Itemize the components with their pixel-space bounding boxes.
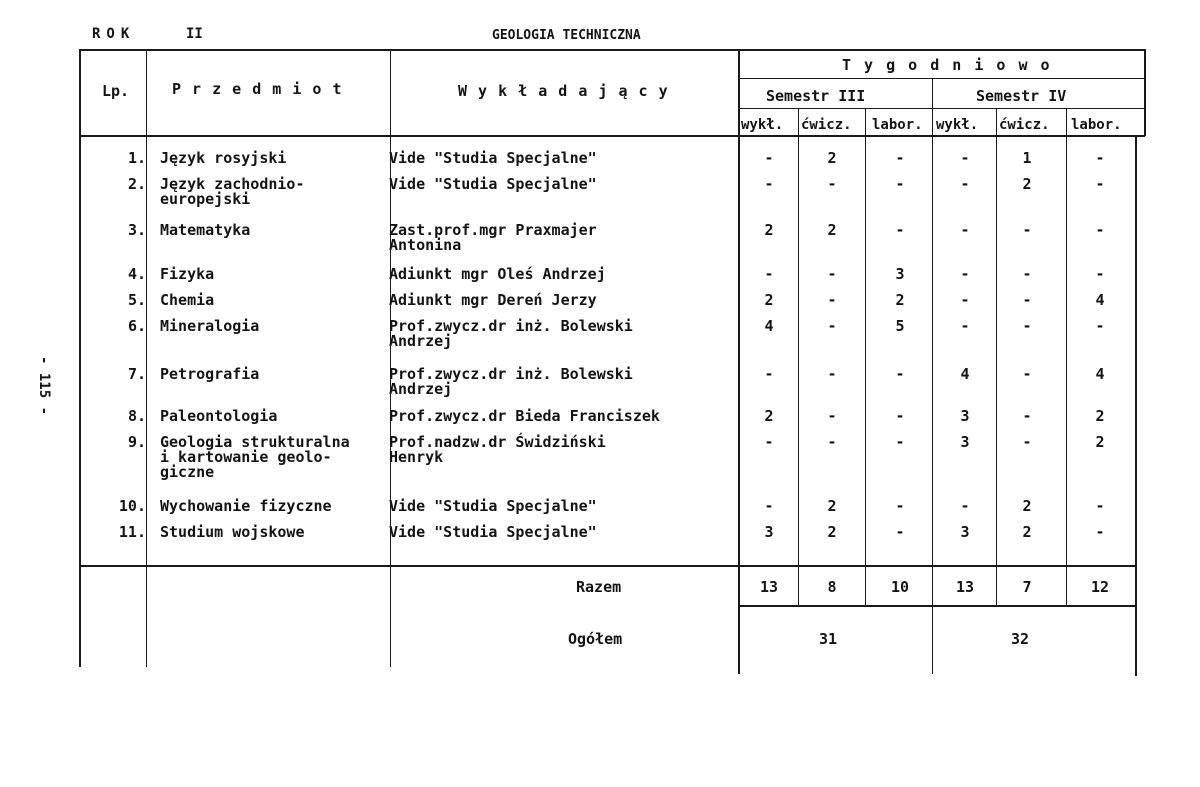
header-semester-3: Semestr III xyxy=(766,87,866,105)
hours-s4-labor: 2 xyxy=(1095,407,1105,425)
razem-s3-wykl: 13 xyxy=(759,578,779,596)
hours-s3-wykl: - xyxy=(764,433,774,451)
hours-s3-labor: - xyxy=(895,433,905,451)
hours-s4-wykl: - xyxy=(960,291,970,309)
hours-s3-labor: - xyxy=(895,497,905,515)
header-subject: P r z e d m i o t xyxy=(172,80,343,98)
hours-s3-wykl: - xyxy=(764,175,774,193)
header-lecturer: W y k ł a d a j ą c y xyxy=(458,82,669,100)
hours-s4-cwicz: - xyxy=(1022,317,1032,335)
row-number: 10. xyxy=(118,497,146,515)
hours-s4-labor: - xyxy=(1095,175,1105,193)
hours-s4-labor: - xyxy=(1095,317,1105,335)
hours-s3-wykl: 3 xyxy=(764,523,774,541)
page-title: GEOLOGIA TECHNICZNA xyxy=(492,28,641,43)
razem-s4-labor: 12 xyxy=(1090,578,1110,596)
hours-s3-labor: - xyxy=(895,149,905,167)
hours-s4-wykl: - xyxy=(960,497,970,515)
row-number: 2. xyxy=(127,175,146,193)
hours-s4-wykl: 3 xyxy=(960,433,970,451)
lecturer-name: Vide "Studia Specjalne" xyxy=(389,175,597,193)
header-semester-4: Semestr IV xyxy=(976,87,1067,105)
header-s3-wykl: wykł. xyxy=(741,117,784,133)
row-number: 8. xyxy=(127,407,146,425)
subject-name: Studium wojskowe xyxy=(160,523,305,541)
hours-s3-cwicz: 2 xyxy=(827,149,837,167)
hours-s4-labor: 4 xyxy=(1095,291,1105,309)
hours-s4-cwicz: - xyxy=(1022,265,1032,283)
hours-s3-labor: 2 xyxy=(895,291,905,309)
header-s4-labor: labor. xyxy=(1071,117,1122,133)
hours-s4-wykl: - xyxy=(960,265,970,283)
hours-s3-cwicz: - xyxy=(827,291,837,309)
hours-s3-labor: 3 xyxy=(895,265,905,283)
hours-s4-cwicz: - xyxy=(1022,365,1032,383)
lecturer-name: Prof.zwycz.dr inż. Bolewski xyxy=(389,317,633,335)
razem-s3-cwicz: 8 xyxy=(827,578,837,596)
lecturer-name: Prof.zwycz.dr Bieda Franciszek xyxy=(389,407,660,425)
hours-s3-labor: - xyxy=(895,221,905,239)
lecturer-name: Henryk xyxy=(389,448,444,466)
hours-s3-labor: 5 xyxy=(895,317,905,335)
hours-s3-cwicz: - xyxy=(827,175,837,193)
razem-s4-cwicz: 7 xyxy=(1022,578,1032,596)
hours-s4-labor: - xyxy=(1095,265,1105,283)
subject-name: Geologia strukturalna xyxy=(160,433,350,451)
hours-s4-wykl: 3 xyxy=(960,407,970,425)
hours-s3-cwicz: 2 xyxy=(827,523,837,541)
hours-s4-labor: 2 xyxy=(1095,433,1105,451)
row-number: 11. xyxy=(118,523,146,541)
lecturer-name: Antonina xyxy=(389,236,462,254)
lecturer-name: Zast.prof.mgr Praxmajer xyxy=(389,221,597,239)
hours-s3-labor: - xyxy=(895,407,905,425)
ogolem-s3: 31 xyxy=(818,630,838,648)
subject-name: Język rosyjski xyxy=(160,149,287,167)
hours-s3-wykl: 2 xyxy=(764,291,774,309)
hours-s4-wykl: 3 xyxy=(960,523,970,541)
header-s3-labor: labor. xyxy=(872,117,923,133)
row-number: 1. xyxy=(127,149,146,167)
hours-s4-labor: - xyxy=(1095,221,1105,239)
lecturer-name: Vide "Studia Specjalne" xyxy=(389,497,597,515)
hours-s3-cwicz: 2 xyxy=(827,221,837,239)
header-lp: Lp. xyxy=(102,82,130,100)
subject-name: Wychowanie fizyczne xyxy=(160,497,332,515)
hours-s4-cwicz: 2 xyxy=(1022,175,1032,193)
header-s4-cwicz: ćwicz. xyxy=(999,117,1050,133)
subject-name: Mineralogia xyxy=(160,317,260,335)
subject-name: Paleontologia xyxy=(160,407,278,425)
row-number: 5. xyxy=(127,291,146,309)
subject-name: europejski xyxy=(160,190,251,208)
hours-s3-cwicz: - xyxy=(827,407,837,425)
hours-s3-wykl: 4 xyxy=(764,317,774,335)
ogolem-s4: 32 xyxy=(1010,630,1030,648)
row-number: 6. xyxy=(127,317,146,335)
hours-s4-cwicz: 1 xyxy=(1022,149,1032,167)
hours-s4-cwicz: 2 xyxy=(1022,497,1032,515)
lecturer-name: Prof.zwycz.dr inż. Bolewski xyxy=(389,365,633,383)
hours-s4-wykl: - xyxy=(960,175,970,193)
row-number: 7. xyxy=(127,365,146,383)
hours-s3-cwicz: - xyxy=(827,365,837,383)
hours-s3-cwicz: - xyxy=(827,433,837,451)
lecturer-name: Andrzej xyxy=(389,380,453,398)
lecturer-name: Vide "Studia Specjalne" xyxy=(389,149,597,167)
row-number: 3. xyxy=(127,221,146,239)
hours-s3-cwicz: 2 xyxy=(827,497,837,515)
lecturer-name: Adiunkt mgr Dereń Jerzy xyxy=(389,291,597,309)
hours-s3-wykl: 2 xyxy=(764,407,774,425)
hours-s4-wykl: - xyxy=(960,149,970,167)
lecturer-name: Vide "Studia Specjalne" xyxy=(389,523,597,541)
year-number: II xyxy=(186,26,203,42)
header-s4-wykl: wykł. xyxy=(936,117,979,133)
subject-name: i kartowanie geolo- xyxy=(160,448,332,466)
subject-name: Petrografia xyxy=(160,365,260,383)
header-s3-cwicz: ćwicz. xyxy=(801,117,852,133)
hours-s3-cwicz: - xyxy=(827,265,837,283)
hours-s3-wykl: - xyxy=(764,149,774,167)
hours-s3-wykl: - xyxy=(764,497,774,515)
hours-s4-labor: 4 xyxy=(1095,365,1105,383)
lecturer-name: Prof.nadzw.dr Świdziński xyxy=(389,433,606,451)
hours-s3-labor: - xyxy=(895,175,905,193)
hours-s4-labor: - xyxy=(1095,523,1105,541)
ogolem-label: Ogółem xyxy=(568,630,623,648)
hours-s4-labor: - xyxy=(1095,149,1105,167)
hours-s4-wykl: 4 xyxy=(960,365,970,383)
subject-name: Chemia xyxy=(160,291,215,309)
hours-s3-labor: - xyxy=(895,523,905,541)
hours-s4-cwicz: - xyxy=(1022,221,1032,239)
hours-s4-cwicz: - xyxy=(1022,291,1032,309)
razem-s4-wykl: 13 xyxy=(955,578,975,596)
hours-s3-cwicz: - xyxy=(827,317,837,335)
subject-name: Fizyka xyxy=(160,265,215,283)
hours-s4-wykl: - xyxy=(960,221,970,239)
lecturer-name: Adiunkt mgr Oleś Andrzej xyxy=(389,265,606,283)
subject-name: Matematyka xyxy=(160,221,251,239)
hours-s3-wykl: - xyxy=(764,365,774,383)
hours-s4-wykl: - xyxy=(960,317,970,335)
hours-s3-wykl: 2 xyxy=(764,221,774,239)
lecturer-name: Andrzej xyxy=(389,332,453,350)
hours-s4-cwicz: 2 xyxy=(1022,523,1032,541)
hours-s3-wykl: - xyxy=(764,265,774,283)
year-label: ROK xyxy=(92,26,136,42)
row-number: 4. xyxy=(127,265,146,283)
hours-s4-labor: - xyxy=(1095,497,1105,515)
hours-s4-cwicz: - xyxy=(1022,433,1032,451)
razem-label: Razem xyxy=(576,578,622,596)
subject-name: giczne xyxy=(160,463,215,481)
subject-name: Język zachodnio- xyxy=(160,175,305,193)
header-weekly: T y g o d n i o w o xyxy=(842,56,1052,74)
razem-s3-labor: 10 xyxy=(890,578,910,596)
side-page-number: - 115 - xyxy=(36,356,52,416)
hours-s4-cwicz: - xyxy=(1022,407,1032,425)
hours-s3-labor: - xyxy=(895,365,905,383)
row-number: 9. xyxy=(127,433,146,451)
